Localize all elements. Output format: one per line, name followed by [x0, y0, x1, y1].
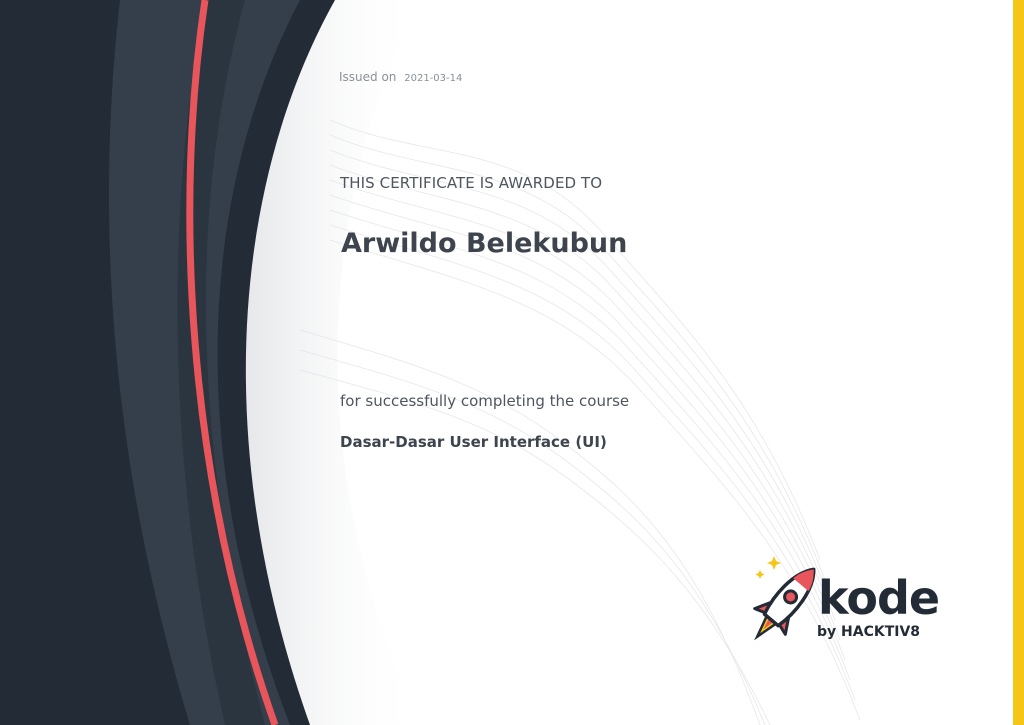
recipient-name: Arwildo Belekubun [341, 228, 628, 259]
course-name: Dasar-Dasar User Interface (UI) [340, 433, 607, 451]
brand-tagline: by HACKTIV8 [817, 624, 921, 640]
issued-date [339, 70, 462, 84]
rocket-icon [742, 557, 829, 648]
issued-date-value: 2021-03-14 [404, 73, 463, 84]
completion-text: for successfully completing the course [340, 392, 630, 410]
sparkle-icon [756, 556, 782, 579]
awarded-heading: THIS CERTIFICATE IS AWARDED TO [340, 174, 603, 192]
kode-logo [740, 548, 970, 648]
issued-label: Issued on [339, 70, 397, 84]
brand-name: kode [818, 571, 940, 625]
yellow-edge [1013, 0, 1024, 725]
